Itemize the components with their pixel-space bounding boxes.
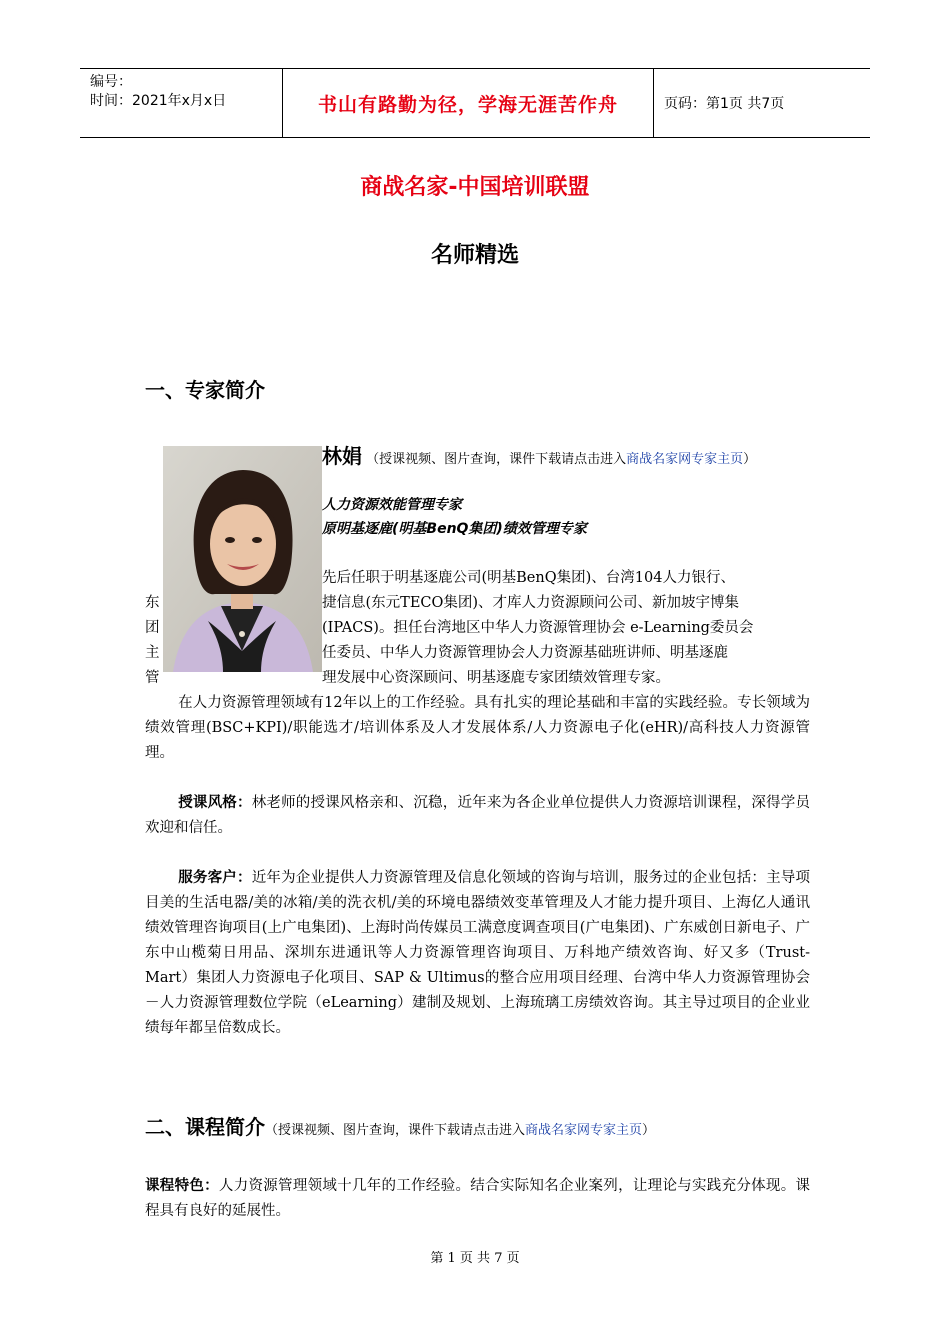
course-note-suffix: ） — [642, 1123, 656, 1138]
bio-line: 任委员、中华人力资源管理协会人力资源基础班讲师、明基逐鹿 — [322, 645, 728, 661]
bio-fragment: 团 — [145, 620, 160, 636]
time-label: 时间：2021年x月x日 — [90, 93, 227, 109]
page-code: 页码：第1页 共7页 — [664, 96, 785, 112]
header-left-cell — [80, 69, 282, 137]
expert-note-suffix: ） — [743, 452, 757, 467]
doc-title: 商战名家-中国培训联盟 — [360, 175, 590, 200]
teaching-style-paragraph — [145, 791, 810, 841]
expert-title-1: 人力资源效能管理专家 — [322, 497, 462, 513]
expert-bio — [322, 566, 812, 691]
expert-note-prefix: （授课视频、图片查询，课件下载请点击进入 — [366, 452, 627, 467]
expert-name: 林娟 — [322, 444, 362, 468]
course-feature-paragraph — [145, 1174, 810, 1224]
expert-homepage-link[interactable]: 商战名家网专家主页 — [626, 452, 744, 467]
section-heading-expert — [145, 374, 265, 403]
number-label: 编号： — [90, 74, 132, 90]
bio-line: 捷信息(东元TECO集团)、才库人力资源顾问公司、新加坡宇博集 — [322, 595, 740, 611]
clients-paragraph — [145, 866, 810, 1041]
course-homepage-link[interactable]: 商战名家网专家主页 — [525, 1123, 643, 1138]
clients-label: 服务客户： — [178, 870, 252, 886]
bio-fragment: 管 — [145, 670, 160, 686]
bio-fragment: 东 — [145, 595, 160, 611]
clients-text: 近年为企业提供人力资源管理及信息化领域的咨询与培训，服务过的企业包括：主导项目美的生活电器/美的冰箱/美的洗衣机/美的环境电器绩效变革管理及人才能力提升项目、上海亿人通讯绩效管理咨询项目(上广电集团)、上海时尚传媒员工满意度调查项目(广电集团)、广东威创日新电子、广东中山榄菊日用品、深圳东进通讯等人力资源管理咨询项目、万科地产绩效咨询、好又多（Trust-Mart）集团人力资源电子化项目、SAP & Ultimus的整合应用项目经理、台湾中华人力资源管理协会－人力资源管理数位学院（eLearning）建制及规划、上海琉璃工房绩效咨询。其主导过项目的企业业绩每年都呈倍数成长。 — [145, 870, 810, 1036]
header-motto-cell — [282, 69, 654, 137]
expert-name-line — [322, 440, 756, 469]
section-heading-course-text: 二、课程简介 — [145, 1115, 265, 1139]
bio-line: 理发展中心资深顾问、明基逐鹿专家团绩效管理专家。 — [322, 670, 670, 686]
teaching-style-text: 林老师的授课风格亲和、沉稳，近年来为各企业单位提供人力资源培训课程，深得学员欢迎和信任。 — [145, 795, 810, 836]
expert-titles — [322, 493, 587, 541]
experience-text: 在人力资源管理领域有12年以上的工作经验。具有扎实的理论基础和丰富的实践经验。专长领域为绩效管理(BSC+KPI)/职能选才/培训体系及人才发展体系/人力资源电子化(eHR)/高科技人力资源管理。 — [145, 695, 810, 761]
page-footer: 第 1 页 共 7 页 — [430, 1251, 520, 1266]
course-feature-text: 人力资源管理领域十几年的工作经验。结合实际知名企业案列，让理论与实践充分体现。课程具有良好的延展性。 — [145, 1178, 810, 1219]
bio-fragment: 主 — [145, 645, 160, 661]
doc-subtitle: 名师精选 — [430, 243, 519, 268]
expert-photo — [163, 446, 322, 672]
section-heading-course — [145, 1111, 655, 1140]
header-motto: 书山有路勤为径，学海无涯苦作舟 — [317, 93, 618, 116]
course-note-prefix: （授课视频、图片查询，课件下载请点击进入 — [265, 1123, 526, 1138]
experience-paragraph — [145, 691, 810, 766]
expert-portrait-icon — [163, 446, 322, 672]
expert-bio-left-fragments — [145, 591, 160, 691]
header-table — [80, 68, 870, 138]
course-feature-label: 课程特色： — [145, 1178, 219, 1194]
section-heading-expert-text: 一、专家简介 — [145, 378, 265, 402]
teaching-style-label: 授课风格： — [178, 795, 252, 811]
bio-line: 先后任职于明基逐鹿公司(明基BenQ集团)、台湾104人力银行、 — [322, 570, 735, 586]
bio-line: (IPACS)。担任台湾地区中华人力资源管理协会 e-Learning委员会 — [322, 620, 754, 636]
expert-title-2: 原明基逐鹿(明基BenQ集团)绩效管理专家 — [322, 521, 587, 537]
header-page-cell — [654, 69, 870, 137]
